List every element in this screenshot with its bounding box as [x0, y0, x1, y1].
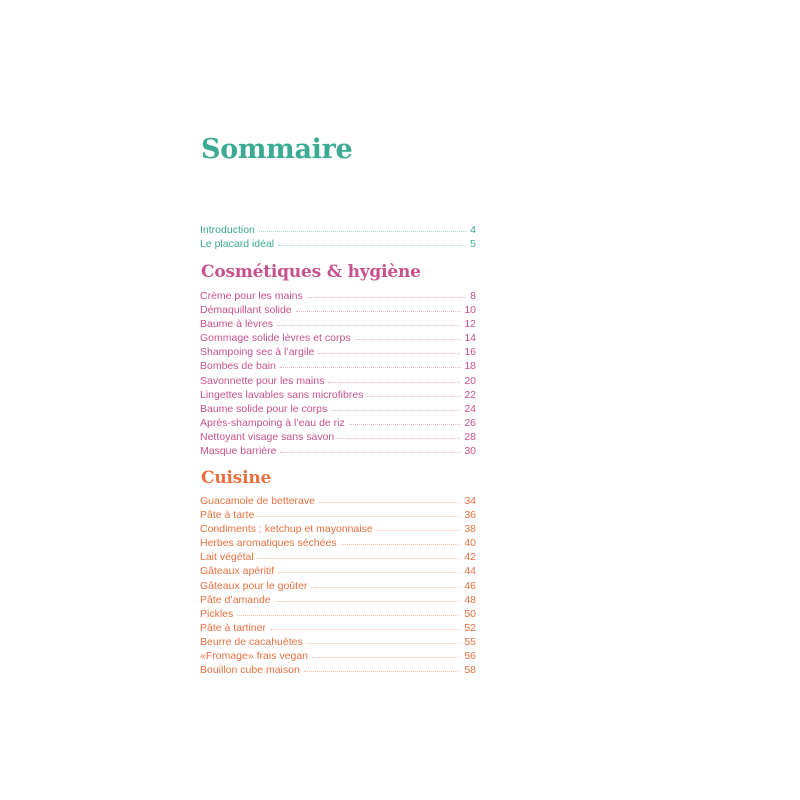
toc-entry-label: Masque barrière: [200, 445, 277, 458]
toc-entry[interactable]: [200, 649, 476, 663]
toc-entry-page-number: 30: [464, 445, 476, 458]
toc-entry-page-number: 44: [464, 565, 476, 578]
dot-leader: [328, 382, 460, 383]
toc-entry[interactable]: [200, 303, 476, 317]
toc-entry-page-number: 36: [464, 509, 476, 522]
toc-entry[interactable]: [200, 402, 476, 416]
toc-entry-label: Baume à lèvres: [200, 318, 273, 331]
toc-entry[interactable]: [200, 579, 476, 593]
toc-entry[interactable]: [200, 388, 476, 402]
dot-leader: [312, 657, 460, 658]
section-heading-cosmetics: Cosmétiques & hygiène: [201, 262, 421, 282]
dot-leader: [307, 297, 466, 298]
toc-entry[interactable]: [200, 536, 476, 550]
toc-entry-page-number: 52: [464, 621, 476, 634]
toc-entry-page-number: 26: [464, 416, 476, 429]
toc-entry-page-number: 42: [464, 551, 476, 564]
toc-entry-page-number: 24: [464, 402, 476, 415]
toc-entry[interactable]: [200, 607, 476, 621]
dot-leader: [318, 353, 460, 354]
toc-entry[interactable]: [200, 359, 476, 373]
toc-entry[interactable]: [200, 550, 476, 564]
toc-entry-page-number: 10: [464, 304, 476, 317]
toc-entry[interactable]: [200, 237, 476, 251]
toc-entry-label: Herbes aromatiques séchées: [200, 537, 337, 550]
toc-entry-label: Démaquillant solide: [200, 304, 292, 317]
dot-leader: [270, 629, 460, 630]
dot-leader: [278, 572, 460, 573]
toc-entry-page-number: 48: [464, 593, 476, 606]
toc-entry-label: Pâte à tartiner: [200, 621, 266, 634]
toc-entry-page-number: 38: [464, 523, 476, 536]
dot-leader: [338, 438, 460, 439]
toc-entry-page-number: 8: [470, 290, 476, 302]
toc-entry-label: Bombes de bain: [200, 360, 276, 373]
toc-entry[interactable]: [200, 494, 476, 508]
toc-entry-page-number: 16: [464, 346, 476, 359]
dot-leader: [319, 502, 460, 503]
toc-entry-page-number: 5: [470, 238, 476, 251]
toc-entry-label: Le placard idéal: [200, 238, 275, 251]
toc-entry[interactable]: [200, 430, 476, 444]
dot-leader: [377, 530, 461, 531]
dot-leader: [331, 410, 460, 411]
dot-leader: [258, 558, 461, 559]
dot-leader: [304, 671, 461, 672]
toc-entry-page-number: 46: [464, 579, 476, 592]
toc-entry[interactable]: [200, 593, 476, 607]
toc-entry-label: Baume solide pour le corps: [200, 402, 328, 415]
toc-entry-label: Introduction: [200, 224, 255, 236]
toc-entry[interactable]: [200, 223, 476, 237]
toc-entry-page-number: 55: [464, 635, 476, 648]
toc-entry-page-number: 40: [464, 537, 476, 550]
cuisine-list: [200, 494, 476, 677]
toc-entry-page-number: 34: [464, 495, 476, 507]
dot-leader: [280, 452, 460, 453]
page-title: Sommaire: [201, 134, 353, 165]
dot-leader: [237, 615, 460, 616]
toc-entry-page-number: 18: [464, 360, 476, 373]
dot-leader: [355, 339, 461, 340]
toc-entry-label: Shampoing sec à l’argile: [200, 346, 315, 359]
toc-entry-label: Lait végétal: [200, 551, 254, 564]
toc-entry-label: Crème pour les mains: [200, 290, 303, 302]
toc-entry[interactable]: [200, 444, 476, 458]
toc-entry[interactable]: [200, 289, 476, 303]
toc-entry[interactable]: [200, 345, 476, 359]
toc-entry[interactable]: [200, 663, 476, 677]
toc-entry-label: Pickles: [200, 607, 234, 620]
toc-entry-label: Nettoyant visage sans savon: [200, 430, 335, 443]
toc-entry[interactable]: [200, 416, 476, 430]
toc-entry-page-number: 28: [464, 430, 476, 443]
toc-entry[interactable]: [200, 635, 476, 649]
toc-entry[interactable]: [200, 564, 476, 578]
dot-leader: [278, 245, 466, 246]
toc-entry-label: Gommage solide lèvres et corps: [200, 332, 351, 345]
toc-entry[interactable]: [200, 317, 476, 331]
toc-entry-page-number: 58: [464, 664, 476, 677]
toc-entry-label: Pâte d’amande: [200, 593, 271, 606]
dot-leader: [341, 544, 461, 545]
toc-entry-page-number: 14: [464, 332, 476, 345]
toc-entry-label: Après-shampoing à l’eau de riz: [200, 416, 345, 429]
toc-entry-label: Beurre de cacahuètes: [200, 635, 303, 648]
dot-leader: [367, 396, 460, 397]
intro-list: [200, 223, 476, 251]
dot-leader: [307, 643, 461, 644]
toc-entry-label: Condiments : ketchup et mayonnaise: [200, 523, 373, 536]
toc-entry[interactable]: [200, 331, 476, 345]
toc-entry-label: Gâteaux pour le goûter: [200, 579, 308, 592]
toc-entry[interactable]: [200, 508, 476, 522]
cosmetics-list: [200, 289, 476, 458]
toc-entry-page-number: 56: [464, 650, 476, 663]
toc-entry-label: Bouillon cube maison: [200, 664, 300, 677]
dot-leader: [277, 325, 460, 326]
dot-leader: [259, 231, 466, 232]
toc-entry-page-number: 4: [470, 224, 476, 236]
toc-entry-page-number: 12: [464, 318, 476, 331]
toc-entry-label: Pâte à tarte: [200, 509, 255, 522]
toc-entry-label: Guacamole de betterave: [200, 495, 315, 507]
toc-entry-page-number: 20: [464, 374, 476, 387]
toc-entry-label: Savonnette pour les mains: [200, 374, 325, 387]
dot-leader: [296, 311, 461, 312]
toc-entry[interactable]: [200, 374, 476, 388]
toc-entry[interactable]: [200, 621, 476, 635]
dot-leader: [311, 587, 460, 588]
toc-entry-page-number: 22: [464, 388, 476, 401]
section-heading-cuisine: Cuisine: [201, 468, 272, 488]
dot-leader: [275, 601, 461, 602]
toc-entry-label: Gâteaux apéritif: [200, 565, 275, 578]
toc-entry-label: Lingettes lavables sans microfibres: [200, 388, 364, 401]
toc-entry-page-number: 50: [464, 607, 476, 620]
toc-entry[interactable]: [200, 522, 476, 536]
dot-leader: [349, 424, 461, 425]
dot-leader: [258, 516, 460, 517]
dot-leader: [280, 367, 460, 368]
toc-entry-label: «Fromage» frais vegan: [200, 650, 308, 663]
